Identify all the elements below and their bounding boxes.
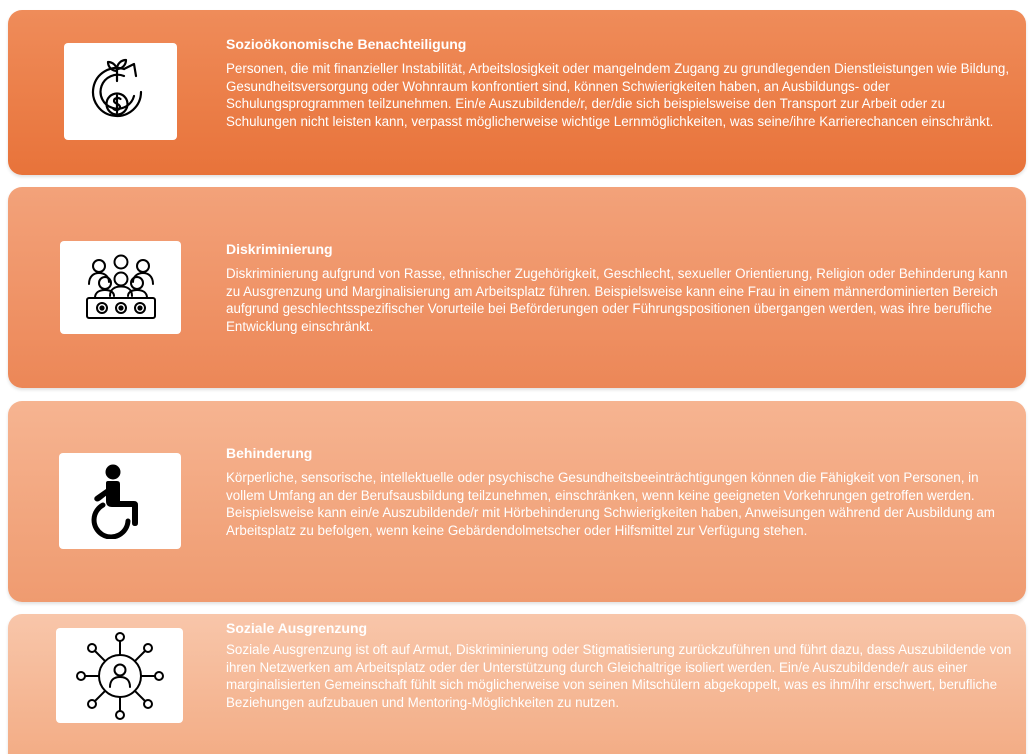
icon-box bbox=[60, 241, 181, 334]
icon-box bbox=[59, 453, 181, 549]
section-card-socioeconomic bbox=[8, 10, 1026, 175]
section-heading: Behinderung bbox=[226, 445, 313, 461]
section-card-discrimination bbox=[8, 187, 1026, 388]
money-growth-icon bbox=[84, 52, 158, 132]
section-text bbox=[226, 35, 1016, 130]
section-heading: Diskriminierung bbox=[226, 241, 333, 257]
wheelchair-icon bbox=[90, 463, 150, 539]
diverse-group-icon bbox=[83, 252, 159, 324]
section-card-disability bbox=[8, 401, 1026, 602]
network-person-icon bbox=[74, 630, 166, 722]
icon-box bbox=[64, 43, 177, 140]
section-body: Soziale Ausgrenzung ist oft auf Armut, Diskriminierung oder Stigmatisierung zurückzuführen und führt dazu, dass Auszubildende von ihren Netzwerken am Arbeitsplatz oder der Unterstützung durch Gleichaltrige isoliert werden. Ein/e Auszubildende/r aus einer marginalisierten Gemeinschaft fühlt sich möglicherweise von seinen Mitschülern abgekoppelt, was es ihm/ihr erschwert, berufliche Beziehungen aufzubauen und Mentoring-Möglichkeiten zu nutzen. bbox=[226, 642, 1012, 710]
section-heading: Sozioökonomische Benachteiligung bbox=[226, 36, 467, 52]
icon-box bbox=[56, 628, 183, 723]
section-body: Diskriminierung aufgrund von Rasse, ethnischer Zugehörigkeit, Geschlecht, sexueller Orientierung, Religion oder Behinderung kann zu Ausgrenzung und Marginalisierung am Arbeitsplatz führen. Beispielsweise kann eine Frau in einem männerdominierten Bereich aufgrund geschlechtsspezifischer Vorurteile bei Beförderungen oder Führungspositionen übergangen werden, was ihre berufliche Entwicklung einschränkt. bbox=[226, 266, 1008, 334]
section-card-social-exclusion bbox=[8, 614, 1026, 754]
section-body: Personen, die mit finanzieller Instabilität, Arbeitslosigkeit oder mangelndem Zugang zu grundlegenden Dienstleistungen wie Bildung, Gesundheitsversorgung oder Wohnraum konfrontiert sind, können Schwierigkeiten haben, an Ausbildungs- oder Schulungsprogrammen teilzunehmen. Ein/e Auszubildende/r, der/die sich beispielsweise den Transport zur Arbeit oder zu Schulungen nicht leisten kann, verpasst möglicherweise wichtige Lernmöglichkeiten, was seine/ihre Karrierechancen einschränkt. bbox=[226, 61, 1010, 129]
section-text bbox=[226, 240, 1016, 335]
section-body: Körperliche, sensorische, intellektuelle oder psychische Gesundheitsbeeinträchtigungen können die Fähigkeit von Personen, in vollem Umfang an der Berufsausbildung teilzunehmen, einschränken, wenn keine geeigneten Vorkehrungen getroffen werden. Beispielsweise kann ein/e Auszubildende/r mit Hörbehinderung Schwierigkeiten haben, Anweisungen während der Ausbildung am Arbeitsplatz zu befolgen, wenn keine Gebärdendolmetscher oder Hilfsmittel zur Verfügung stehen. bbox=[226, 470, 995, 538]
section-heading: Soziale Ausgrenzung bbox=[226, 620, 368, 636]
section-text bbox=[226, 619, 1016, 711]
section-text bbox=[226, 444, 1016, 539]
